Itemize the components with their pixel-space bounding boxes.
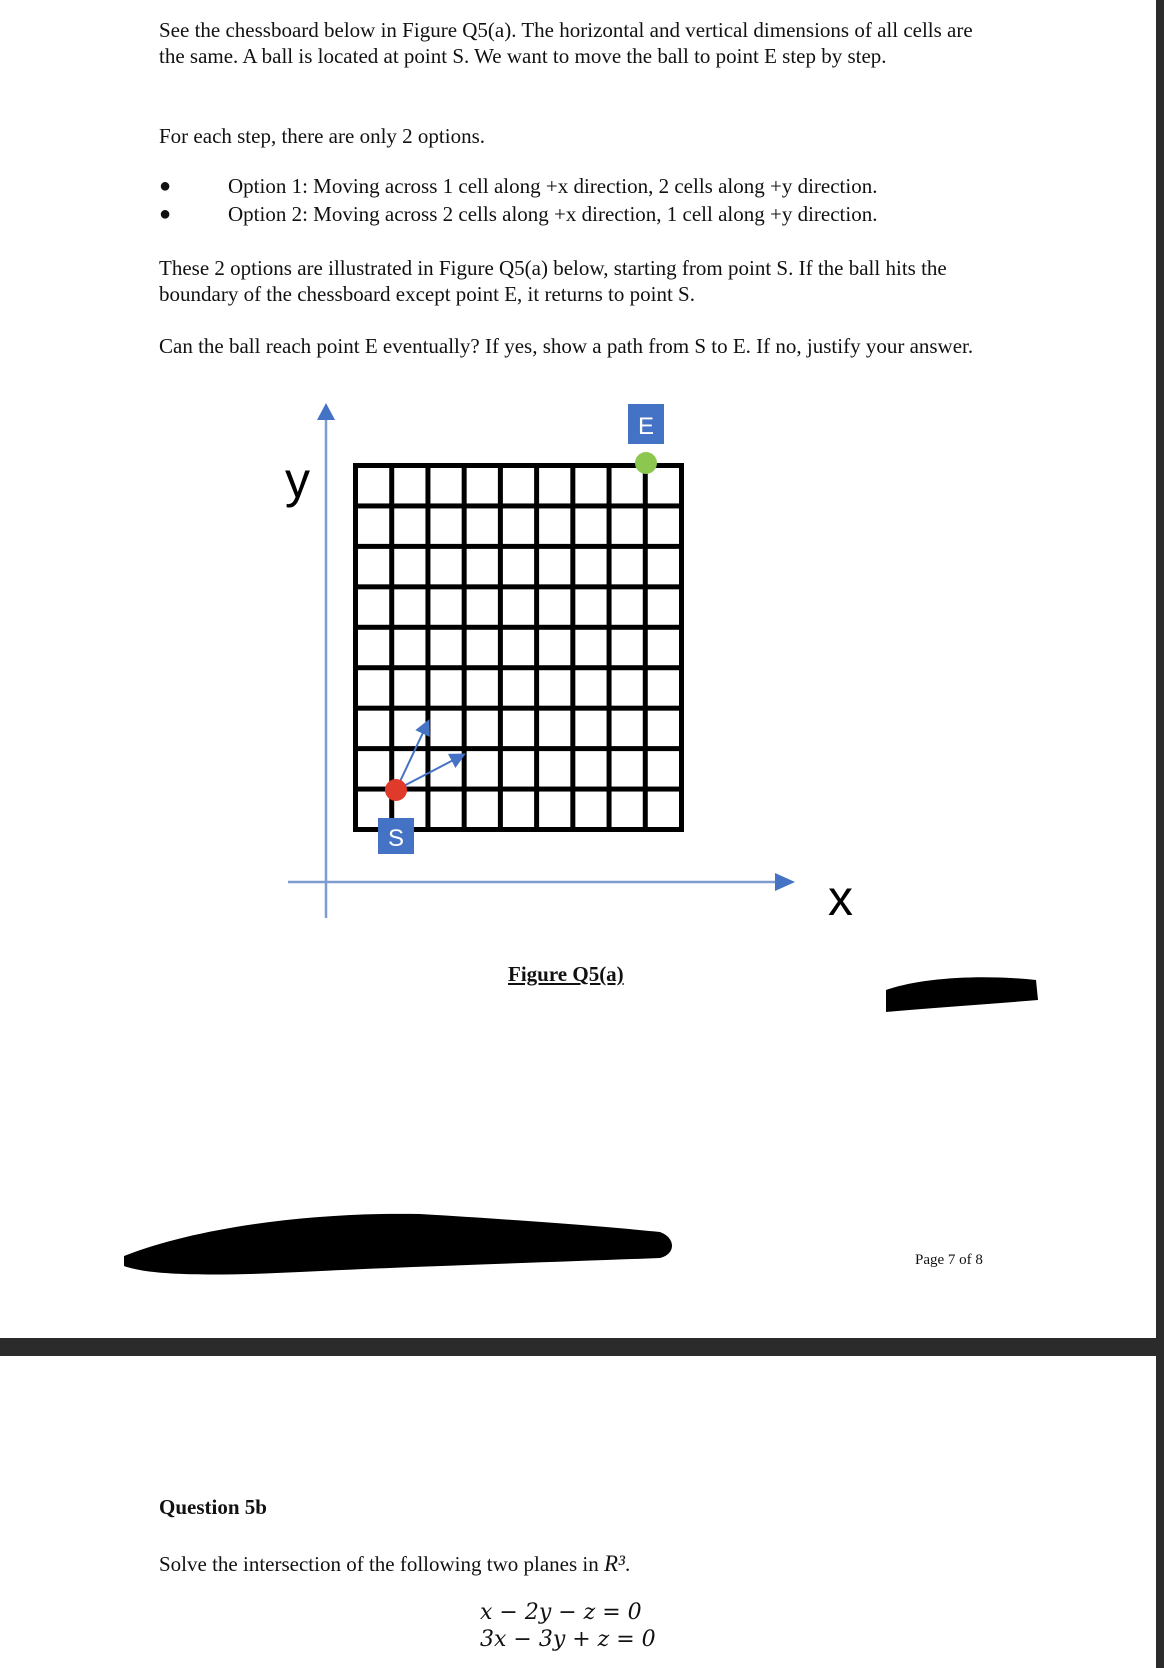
board-cell bbox=[575, 670, 606, 705]
board-cell bbox=[358, 508, 389, 543]
board-cell bbox=[394, 508, 425, 543]
board-cell bbox=[648, 589, 679, 624]
board-cell bbox=[503, 468, 534, 503]
equation-1: x − 2y − z = 0 bbox=[480, 1600, 642, 1625]
board-cell bbox=[503, 670, 534, 705]
board-cell bbox=[467, 508, 498, 543]
board-cell bbox=[430, 508, 461, 543]
start-label: S bbox=[387, 825, 405, 852]
board-cell bbox=[430, 630, 461, 665]
board-cell bbox=[358, 711, 389, 746]
board-cell bbox=[503, 549, 534, 584]
equation-2: 3x − 3y + z = 0 bbox=[480, 1627, 656, 1652]
board-cell bbox=[648, 792, 679, 827]
prompt-text: Solve the intersection of the following two planes in bbox=[159, 1552, 599, 1576]
board-cell bbox=[503, 751, 534, 786]
x-axis-label: x bbox=[828, 870, 853, 926]
bullet-icon: ● bbox=[159, 203, 172, 225]
option-2: Option 2: Moving across 2 cells along +x direction, 1 cell along +y direction. bbox=[228, 202, 878, 226]
redaction-mark bbox=[886, 977, 1038, 1012]
board-cell bbox=[575, 711, 606, 746]
chessboard-cells bbox=[358, 468, 679, 827]
board-cell bbox=[575, 508, 606, 543]
board-cell bbox=[575, 792, 606, 827]
redaction-mark bbox=[124, 1214, 672, 1275]
board-cell bbox=[575, 751, 606, 786]
board-cell bbox=[467, 468, 498, 503]
board-cell bbox=[539, 468, 570, 503]
board-cell bbox=[358, 549, 389, 584]
board-cell bbox=[358, 670, 389, 705]
board-cell bbox=[467, 589, 498, 624]
board-cell bbox=[394, 711, 425, 746]
board-cell bbox=[503, 630, 534, 665]
board-cell bbox=[503, 508, 534, 543]
board-cell bbox=[467, 670, 498, 705]
bullet-icon: ● bbox=[159, 175, 172, 197]
board-cell bbox=[394, 630, 425, 665]
board-cell bbox=[648, 508, 679, 543]
board-cell bbox=[430, 711, 461, 746]
page-number: Page 7 of 8 bbox=[915, 1252, 983, 1268]
board-cell bbox=[539, 508, 570, 543]
board-cell bbox=[430, 549, 461, 584]
board-cell bbox=[503, 792, 534, 827]
board-cell bbox=[648, 468, 679, 503]
board-cell bbox=[358, 468, 389, 503]
board-cell bbox=[358, 751, 389, 786]
options-intro: For each step, there are only 2 options. bbox=[159, 124, 485, 148]
board-cell bbox=[467, 751, 498, 786]
intro-paragraph: See the chessboard below in Figure Q5(a). The horizontal and vertical dimensions of all cells are the same. A ball is located at point S. We want to move the ball to point E step by step. bbox=[159, 18, 973, 68]
board-cell bbox=[648, 751, 679, 786]
board-cell bbox=[612, 630, 643, 665]
board-cell bbox=[612, 468, 643, 503]
end-label: E bbox=[637, 413, 655, 440]
board-cell bbox=[394, 670, 425, 705]
board-cell bbox=[539, 630, 570, 665]
board-cell bbox=[394, 549, 425, 584]
board-cell bbox=[430, 468, 461, 503]
end-ball bbox=[635, 452, 657, 474]
board-cell bbox=[575, 549, 606, 584]
board-cell bbox=[648, 711, 679, 746]
rule-paragraph: These 2 options are illustrated in Figure Q5(a) below, starting from point S. If the ball hits the boundary of the chessboard except point E, it returns to point S. bbox=[159, 256, 947, 306]
board-cell bbox=[539, 589, 570, 624]
board-cell bbox=[539, 751, 570, 786]
board-cell bbox=[648, 670, 679, 705]
board-cell bbox=[539, 670, 570, 705]
board-cell bbox=[648, 549, 679, 584]
space-symbol: R³ bbox=[604, 1551, 625, 1576]
board-cell bbox=[575, 468, 606, 503]
board-cell bbox=[539, 792, 570, 827]
board-cell bbox=[575, 589, 606, 624]
question-5b-title: Question 5b bbox=[159, 1495, 267, 1519]
board-cell bbox=[430, 589, 461, 624]
board-cell bbox=[358, 630, 389, 665]
board-cell bbox=[467, 630, 498, 665]
y-axis-label: y bbox=[285, 452, 310, 508]
page-divider bbox=[0, 1338, 1156, 1356]
question-5b-prompt: Solve the intersection of the following two planes in R³. bbox=[159, 1551, 631, 1576]
y-axis-arrow-icon bbox=[317, 403, 335, 420]
board-cell bbox=[575, 630, 606, 665]
board-cell bbox=[467, 792, 498, 827]
board-cell bbox=[648, 630, 679, 665]
board-cell bbox=[503, 711, 534, 746]
x-axis-arrow-icon bbox=[775, 873, 795, 891]
board-cell bbox=[467, 549, 498, 584]
board-cell bbox=[394, 468, 425, 503]
start-ball bbox=[385, 779, 407, 801]
option-1: Option 1: Moving across 1 cell along +x direction, 2 cells along +y direction. bbox=[228, 174, 878, 198]
board-cell bbox=[612, 508, 643, 543]
board-cell bbox=[539, 711, 570, 746]
board-cell bbox=[358, 589, 389, 624]
board-cell bbox=[394, 589, 425, 624]
board-cell bbox=[539, 549, 570, 584]
board-cell bbox=[612, 589, 643, 624]
board-cell bbox=[430, 792, 461, 827]
figure-caption: Figure Q5(a) bbox=[508, 962, 624, 986]
board-cell bbox=[430, 670, 461, 705]
question-paragraph: Can the ball reach point E eventually? If yes, show a path from S to E. If no, justify your answer. bbox=[159, 334, 974, 358]
board-cell bbox=[467, 711, 498, 746]
board-cell bbox=[612, 549, 643, 584]
board-cell bbox=[612, 792, 643, 827]
board-cell bbox=[612, 751, 643, 786]
board-cell bbox=[612, 670, 643, 705]
board-cell bbox=[612, 711, 643, 746]
board-cell bbox=[503, 589, 534, 624]
